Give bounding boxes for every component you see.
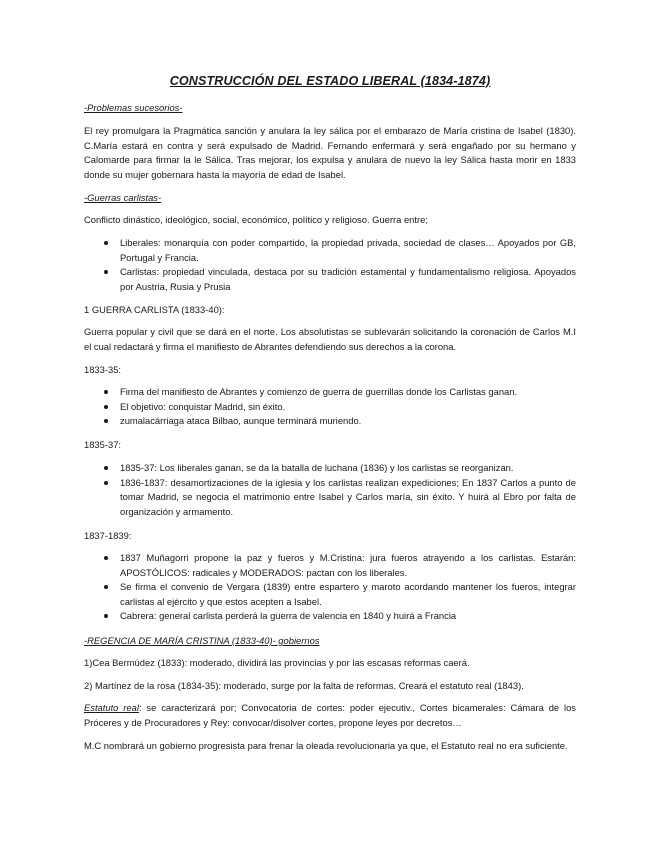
list-item: zumalacárriaga ataca Bilbao, aunque terminará muriendo. bbox=[84, 414, 576, 429]
bullet-list-1835 bbox=[84, 461, 576, 519]
section-heading-guerras: -Guerras carlistas- bbox=[84, 192, 162, 203]
bullet-list-1833 bbox=[84, 385, 576, 429]
paragraph-primera-guerra: Guerra popular y civil que se dará en el norte. Los absolutistas se sublevarán solicitando la coronación de Carlos M.I el cual redactará y firma el manifiesto de Abrantes defendiendo sus derechos a la corona. bbox=[84, 326, 576, 352]
period-heading-1833: 1833-35: bbox=[84, 364, 122, 375]
list-item: Liberales: monarquía con poder compartido, la propiedad privada, sociedad de clases… Apoyados por GB, Portugal y Francia. bbox=[84, 236, 576, 265]
paragraph-martinez-de-la-rosa: 2) Martínez de la rosa (1834-35): moderado, surge por la falta de reformas. Creará el estatuto real (1843). bbox=[84, 680, 524, 691]
list-item: Firma del manifiesto de Abrantes y comienzo de guerra de guerrillas donde los Carlistas ganan. bbox=[84, 385, 576, 400]
paragraph-guerras-intro: Conflicto dinástico, ideológico, social, económico, político y religioso. Guerra entre; bbox=[84, 214, 428, 225]
estatuto-real-text: : se caracterizará por; Convocatoria de cortes: poder ejecutiv., Cortes bicamerales: Cámara de los Próceres y de Procuradores y Rey: convocar/disolver cortes, propone leyes por decretos… bbox=[84, 702, 576, 728]
section-heading-primera-guerra: 1 GUERRA CARLISTA (1833-40): bbox=[84, 304, 225, 315]
section-heading-problemas: -Problemas sucesorios- bbox=[84, 102, 183, 113]
list-item: El objetivo: conquistar Madrid, sin éxito. bbox=[84, 400, 576, 415]
page-title: CONSTRUCCIÓN DEL ESTADO LIBERAL (1834-1874) bbox=[169, 74, 491, 88]
estatuto-real-label: Estatuto real bbox=[84, 702, 139, 713]
list-item: 1836-1837: desamortizaciones de la iglesia y los carlistas realizan expediciones; En 1837 Carlos a punto de tomar Madrid, se negocia el matrimonio entre Isabel y Carlos maría, sin éxito. Y huirá al Ebro por falta de organización y armamento. bbox=[84, 476, 576, 520]
paragraph-problemas: El rey promulgara la Pragmática sanción y anulara la ley sálica por el embarazo de María cristina de Isabel (1830). C.María estará en contra y será expulsado de Madrid. Fernando enfermará y será engañado por su hermano y Calomarde para firmar la le Sálica. Tras mejorar, los expulsa y anulara de nuevo la ley Sálica hasta morir en 1833 donde su mujer gobernara hasta la mayoría de edad de Isabel. bbox=[84, 125, 576, 180]
period-heading-1835: 1835-37: bbox=[84, 439, 122, 450]
bullet-list-guerras bbox=[84, 236, 576, 294]
list-item: 1837 Muñagorri propone la paz y fueros y M.Cristina: jura fueros atrayendo a los carlistas. Estarán: APOSTÓLICOS: radicales y MODERADOS: pactan con los liberales. bbox=[84, 551, 576, 580]
paragraph-estatuto-real bbox=[84, 701, 576, 730]
bullet-list-1837 bbox=[84, 551, 576, 624]
section-heading-regencia: -REGENCIA DE MARÍA CRISTINA (1833-40)- gobiernos bbox=[84, 635, 320, 646]
list-item: Se firma el convenio de Vergara (1839) entre espartero y maroto acordando mantener los fueros, integrar carlistas al ejército y que estos acepten a Isabel. bbox=[84, 580, 576, 609]
paragraph-closing: M.C nombrará un gobierno progresista para frenar la oleada revolucionaria ya que, el Estatuto real no era suficiente. bbox=[84, 740, 568, 751]
list-item: Cabrera: general carlista perderá la guerra de valencia en 1840 y huirá a Francia bbox=[84, 609, 576, 624]
paragraph-cea-bermudez: 1)Cea Bermúdez (1833): moderado, dividirá las provincias y por las escasas reformas caerá. bbox=[84, 657, 470, 668]
list-item: Carlistas: propiedad vinculada, destaca por su tradición estamental y fundamentalismo religiosa. Apoyados por Austria, Rusia y Prusia bbox=[84, 265, 576, 294]
period-heading-1837: 1837-1839: bbox=[84, 530, 132, 541]
list-item: 1835-37: Los liberales ganan, se da la batalla de luchana (1836) y los carlistas se reorganizan. bbox=[84, 461, 576, 476]
